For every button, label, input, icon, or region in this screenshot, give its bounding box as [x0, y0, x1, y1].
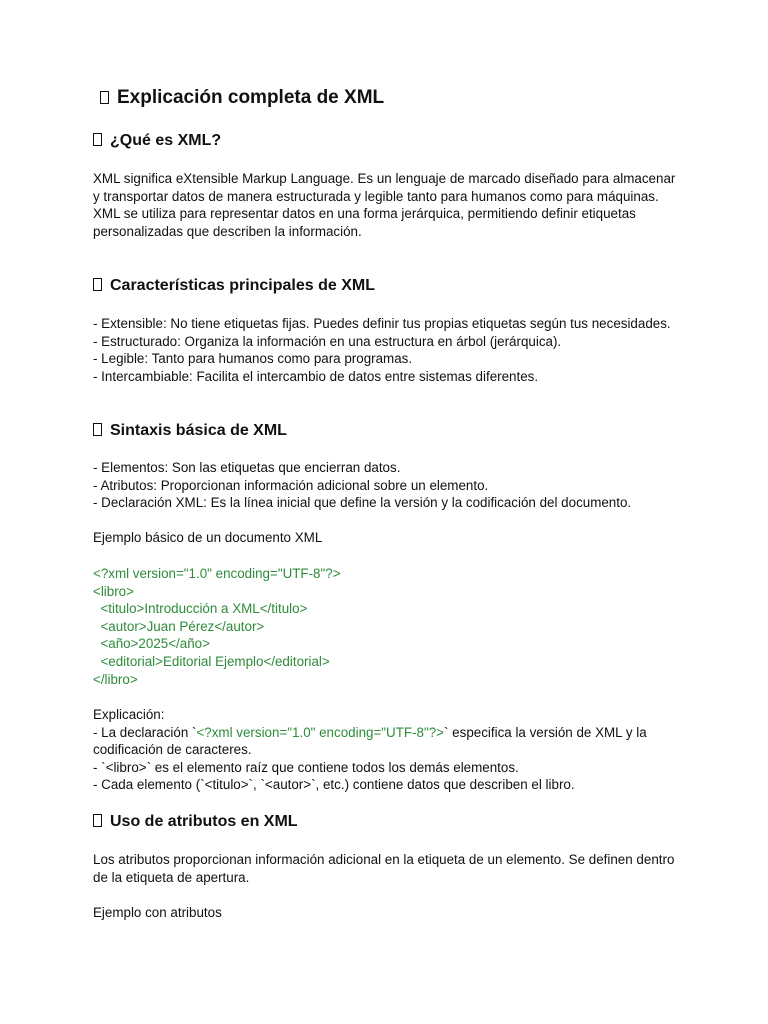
section-sintaxis-list	[93, 459, 683, 512]
list-item: - Declaración XML: Es la línea inicial que define la versión y la codificación del documento.	[93, 495, 632, 511]
code-line: <titulo>Introducción a XML</titulo>	[93, 601, 308, 617]
missing-glyph-icon	[93, 423, 102, 436]
list-item: - Legible: Tanto para humanos como para programas.	[93, 351, 413, 367]
explanation-block	[93, 706, 683, 794]
explanation-item: - Cada elemento (`<titulo>`, `<autor>`, etc.) contiene datos que describen el libro.	[93, 777, 575, 793]
explanation-item: - La declaración `<?xml version="1.0" encoding="UTF-8"?>` especifica la versión de XML y la codificación de caracteres.	[93, 724, 647, 758]
section-atributos-body	[93, 851, 683, 886]
paragraph: XML significa eXtensible Markup Language. Es un lenguaje de marcado diseñado para almacenar y transportar datos de manera estructurada y legible tanto para humanos como para máquinas.	[93, 171, 676, 204]
paragraph: Los atributos proporcionan información adicional en la etiqueta de un elemento. Se definen dentro de la etiqueta de apertura.	[93, 852, 675, 885]
heading-caracteristicas: Características principales de XML	[93, 277, 375, 295]
list-item: - Extensible: No tiene etiquetas fijas. Puedes definir tus propias etiquetas según tus necesidades.	[93, 316, 671, 331]
example-label: Ejemplo básico de un documento XML	[93, 530, 323, 545]
heading-sintaxis: Sintaxis básica de XML	[93, 422, 287, 440]
missing-glyph-icon	[93, 133, 102, 146]
missing-glyph-icon	[93, 814, 102, 827]
code-line: <libro>	[93, 583, 134, 599]
code-line: <?xml version="1.0" encoding="UTF-8"?>	[93, 566, 341, 581]
list-item: - Elementos: Son las etiquetas que encierran datos.	[93, 460, 401, 475]
page-title: Explicación completa de XML	[100, 87, 384, 109]
missing-glyph-icon	[93, 278, 102, 291]
section-caracteristicas-list	[93, 315, 683, 385]
section-que-es-body	[93, 170, 683, 240]
list-item: - Estructurado: Organiza la información en una estructura en árbol (jerárquica).	[93, 333, 562, 349]
heading-atributos: Uso de atributos en XML	[93, 813, 298, 831]
code-line: <autor>Juan Pérez</autor>	[93, 618, 265, 634]
explanation-label: Explicación:	[93, 707, 165, 722]
list-item: - Intercambiable: Facilita el intercambio de datos entre sistemas diferentes.	[93, 368, 539, 384]
code-line: <año>2025</año>	[93, 636, 210, 652]
inline-code: <?xml version="1.0" encoding="UTF-8"?>	[196, 724, 444, 740]
list-item: - Atributos: Proporcionan información adicional sobre un elemento.	[93, 477, 489, 493]
heading-que-es: ¿Qué es XML?	[93, 132, 221, 150]
code-line: <editorial>Editorial Ejemplo</editorial>	[93, 653, 330, 669]
code-line: </libro>	[93, 671, 138, 687]
example-label: Ejemplo con atributos	[93, 905, 222, 920]
code-block	[93, 565, 683, 688]
missing-glyph-icon	[100, 91, 109, 104]
explanation-item: - `<libro>` es el elemento raíz que contiene todos los demás elementos.	[93, 759, 519, 775]
paragraph: XML se utiliza para representar datos en una forma jerárquica, permitiendo definir etiquetas personalizadas que describen la información.	[93, 206, 636, 239]
